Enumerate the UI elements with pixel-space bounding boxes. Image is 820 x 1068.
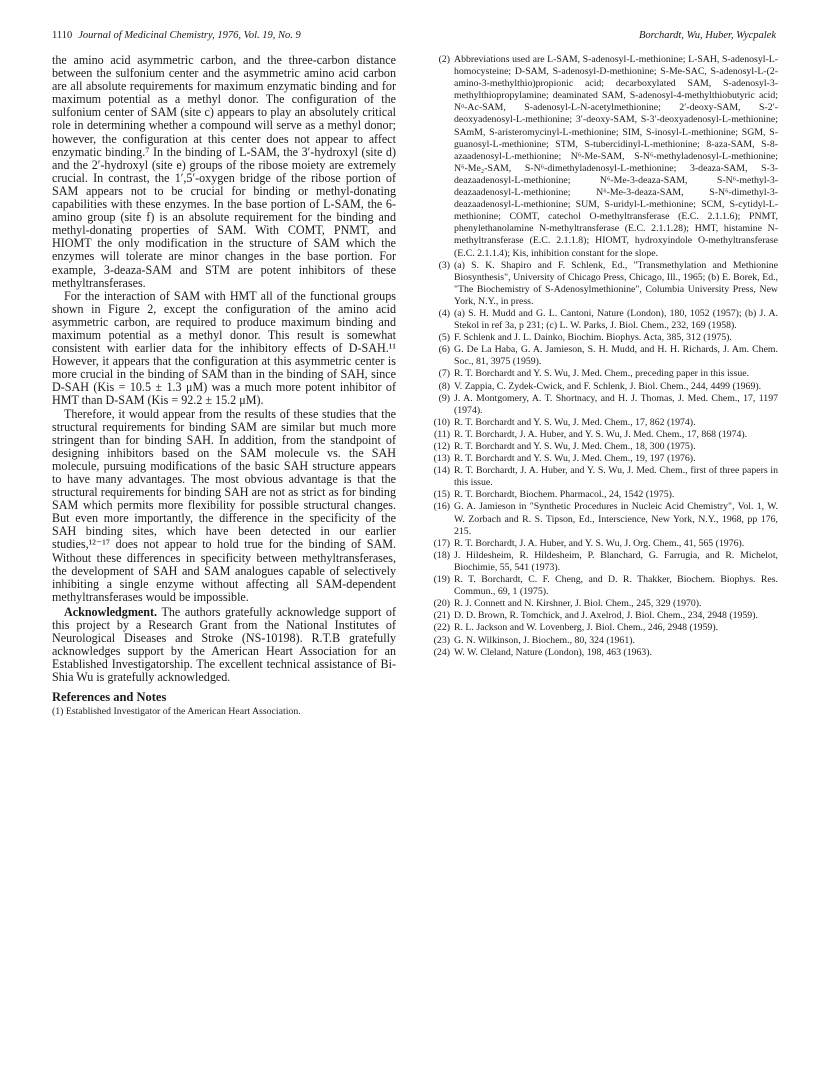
reference-number: (21) [433,610,450,622]
reference-item [424,598,778,610]
body-paragraph: the amino acid asymmetric carbon, and the three-carbon distance between the sulfonium center and the asymmetric amino acid carbon are all absolute requirements for maximum enzymatic binding and for maximum potential as a methyl donor. The configuration of the sulfonium center of SAM (site c) appears to play an absolutely critical role in determining whether a compound will serve as a methyl donor; however, the configuration at this center does not appear to affect enzymatic binding.⁷ In the binding of L-SAM, the 3′-hydroxyl (site d) and the 2′-hydroxyl (site e) groups of the ribose moiety are extremely crucial. In contrast, the 1′,5′-oxygen bridge of the ribose portion of SAM appears not to be crucial for binding or methyl-donating capabilities with these enzymes. In the base portion of L-SAM, the 6-amino group (site f) is an absolute requirement for the binding and methyl-donating properties of SAM. With COMT, PNMT, and HIOMT the only modification in the structure of SAM which the enzymes will tolerate are minor changes in the base portion. For example, 3-deaza-SAM and STM are potent inhibitors of these methyltransferases. [52,53,396,290]
reference-number: (19) [433,574,450,586]
reference-item [424,501,778,537]
body-paragraph: For the interaction of SAM with HMT all of the functional groups shown in Figure 2, except the configuration of the amino acid asymmetric carbon, are required to produce maximum binding and maximum potential as a methyl donor. This result is somewhat consistent with earlier data for the inhibitory effects of D-SAH.¹¹ However, it appears that the configuration at this asymmetric center is more crucial in the binding of SAM than in the binding of SAH, since D-SAH (Kis = 10.5 ± 1.3 μM) was a much more potent inhibitor of HMT than D-SAM (Kis = 92.2 ± 15.2 μM). [52,288,396,408]
reference-number: (7) [438,368,450,380]
reference-text: J. Hildesheim, R. Hildesheim, P. Blanchard, G. Farrugia, and R. Michelot, Biochimie, 55, 541 (1973). [454,549,778,573]
reference-item [424,332,778,344]
reference-item [424,344,778,368]
reference-number: (8) [438,380,450,392]
reference-number: (6) [438,344,450,356]
reference-item [424,622,778,634]
reference-item [424,260,778,308]
reference-number: (12) [433,441,450,452]
reference-text: R. L. Jackson and W. Lovenberg, J. Biol. Chem., 246, 2948 (1959). [454,622,719,634]
reference-text: Abbreviations used are L-SAM, S-adenosyl-L-methionine; L-SAH, S-adenosyl-L-homocysteine; D-SAM, S-adenosyl-D-methionine; S-Me-SAC, S-adenosyl-L-(2-amino-3-methylthio)propionic acid; decarboxylated SAM, S-adenosyl-3-methylthiopropylamine; deaminated SAM, S-adenosyl-4-methylthiobutyric acid; Nᵅ-Ac-SAM, S-adenosyl-L-N-acetylmethionine; 2′-deoxy-SAM, S-2′-deoxyadenosyl-L-methionine; 3′-deoxy-SAM, S-3′-deoxyadenosyl-L-methionine; SAmM, S-aristeromycinyl-L-methionine; SIM, S-inosyl-L-methionine; SGM, S-guanosyl-L-methionine; STM, S-tubercidinyl-L-methionine; 8-aza-SAM, S-8-azaadenosyl-L-methionine; N⁶-Me-SAM, S-N⁶-methyladenosyl-L-methionine; N⁶-Me₂-SAM, S-N⁶-dimethyladenosyl-L-methionine; 3-deaza-SAM, S-3-deazaadenosyl-L-methionine; N⁶-Me-3-deaza-SAM, S-N⁶-methyl-3-deazaadenosyl-L-methionine; N⁶-Me-3-deaza-SAM, S-N⁶-dimethyl-3-deazaadenosyl-L-methionine; SUM, S-uridyl-L-methionine; SCM, S-cytidyl-L-methionine; COMT, catechol O-methyltransferase (E.C. 2.1.1.6); PNMT, phenylethanolamine N-methyltransferase (E.C. 2.1.1.28); HMT, histamine N-methyltransferase (E.C. 2.1.1.8); HIOMT, hydroxyindole O-methyltransferase (E.C. 2.1.1.4); Kis, inhibition constant for the slope. [454,54,778,259]
reference-item [424,550,778,574]
reference-number: (13) [433,453,450,465]
acknowledgment-heading: Acknowledgment. [64,604,158,619]
reference-text: V. Zappia, C. Zydek-Cwick, and F. Schlenk, J. Biol. Chem., 244, 4499 (1969). [454,380,762,392]
reference-number: (23) [433,634,450,646]
journal-citation: Journal of Medicinal Chemistry, 1976, Vol. 19, No. 9 [78,30,301,41]
reference-number: (11) [434,428,450,440]
reference-item [424,417,778,429]
reference-item [424,489,778,501]
reference-text: F. Schlenk and J. L. Dainko, Biochim. Biophys. Acta, 385, 312 (1975). [454,332,732,344]
reference-item [424,429,778,441]
reference-text: R. J. Connett and N. Kirshner, J. Biol. Chem., 245, 329 (1970). [454,598,702,610]
reference-number: (5) [438,332,450,344]
reference-item [424,368,778,380]
reference-text: J. A. Montgomery, A. T. Shortnacy, and H. J. Thomas, J. Med. Chem., 17, 1197 (1974). [454,392,778,416]
reference-text: G. N. Wilkinson, J. Biochem., 80, 324 (1961). [454,634,635,646]
header-left [52,30,301,41]
reference-number: (3) [438,259,450,271]
left-column [52,54,396,718]
acknowledgment-text: The authors gratefully acknowledge support of this project by a Research Grant from the National Institutes of Neurological Diseases and Stroke (NS-10198). R.T.B gratefully acknowledges support by the American Heart Association for an Established Investigatorship. The excellent technical assistance of Bi-Shia Wu is gratefully acknowledged. [52,604,396,685]
reference-item [424,635,778,647]
reference-item: (1) Established Investigator of the American Heart Association. [52,705,301,717]
reference-text: G. De La Haba, G. A. Jamieson, S. H. Mudd, and H. H. Richards, J. Am. Chem. Soc., 81, 3975 (1959). [454,344,778,368]
header-authors: Borchardt, Wu, Huber, Wycpalek [638,30,776,41]
reference-item [424,441,778,453]
reference-text: R. T. Borchardt and Y. S. Wu, J. Med. Chem., 18, 300 (1975). [454,441,696,452]
reference-text: R. T. Borchardt, C. F. Cheng, and D. R. Thakker, Biochem. Biophys. Res. Commun., 69, 1 (1975). [454,574,778,598]
reference-text: (a) S. H. Mudd and G. L. Cantoni, Nature (London), 180, 1052 (1957); (b) J. A. Stekol in ref 3a, p 231; (c) L. W. Parks, J. Biol. Chem., 232, 169 (1958). [454,307,778,332]
reference-text: (a) S. K. Shapiro and F. Schlenk, Ed., "Transmethylation and Methionine Biosynthesis", University of Chicago Press, Chicago, Ill., 1965; (b) E. Borek, Ed., "The Biochemistry of S-Adenosylmethionine", Columbia University Press, New York, N.Y., in press. [454,259,778,307]
reference-number: (15) [433,489,450,501]
body-paragraph: Therefore, it would appear from the results of these studies that the structural requirements for binding SAM are similar but much more stringent than for binding SAH. In addition, from the standpoint of designing inhibitors based on the SAM molecule vs. the SAH molecule, pursuing modifications of the basic SAH structure appears to have many advantages. The most obvious advantage is that the structural requirements for binding SAH are not as strict as for binding SAM which permits more flexibility for possible structural changes. But even more importantly, the difference in the specificity of the SAH binding sites, which have been detected in our earlier studies,¹²⁻¹⁷ does not appear to hold true for the binding of SAM. Without these differences in specificity between methyltransferases, the development of SAH and SAM analogues capable of selectively inhibiting a single enzyme without affecting all SAM-dependent methyltransferases would be impossible. [52,406,396,604]
running-header [52,30,776,46]
reference-number: (17) [433,537,450,549]
acknowledgment-paragraph [52,606,396,685]
reference-item [424,381,778,393]
reference-number: (10) [433,416,450,428]
reference-item [424,393,778,417]
reference-item [424,308,778,332]
reference-text: D. D. Brown, R. Tomchick, and J. Axelrod, J. Biol. Chem., 234, 2948 (1959). [454,610,758,622]
reference-item [424,574,778,598]
reference-item [424,453,778,465]
reference-text: R. T. Borchardt, Biochem. Pharmacol., 24, 1542 (1975). [454,489,675,501]
reference-number: (2) [438,54,450,65]
reference-number: (14) [433,465,450,477]
reference-text: G. A. Jamieson in "Synthetic Procedures in Nucleic Acid Chemistry", Vol. 1, W. W. Zorbach and R. S. Tipson, Ed., Interscience, New York, N.Y., 1968, pp 176, 215. [454,501,778,537]
reference-number: (9) [438,392,450,404]
reference-item [424,647,778,659]
reference-number: (20) [433,598,450,610]
reference-item [424,54,778,260]
references-list [424,54,778,659]
reference-number: (24) [433,646,450,658]
reference-number: (4) [438,307,450,319]
reference-number: (16) [433,501,450,513]
reference-item [424,610,778,622]
reference-text: W. W. Cleland, Nature (London), 198, 463 (1963). [454,646,652,658]
reference-text: R. T. Borchardt, J. A. Huber, and Y. S. Wu, J. Med. Chem., 17, 868 (1974). [454,428,748,440]
reference-text: R. T. Borchardt and Y. S. Wu, J. Med. Chem., 19, 197 (1976). [454,453,696,465]
references-heading: References and Notes [52,689,167,704]
reference-number: (22) [433,622,450,634]
reference-item [424,465,778,489]
page-number: 1110 [52,30,73,41]
reference-item [424,538,778,550]
reference-text: R. T. Borchardt and Y. S. Wu, J. Med. Chem., preceding paper in this issue. [454,368,750,380]
reference-text: R. T. Borchardt, J. A. Huber, and Y. S. Wu, J. Org. Chem., 41, 565 (1976). [454,537,745,549]
reference-number: (18) [433,549,450,561]
reference-text: R. T. Borchardt, J. A. Huber, and Y. S. Wu, J. Med. Chem., first of three papers in this issue. [454,465,778,489]
reference-text: R. T. Borchardt and Y. S. Wu, J. Med. Chem., 17, 862 (1974). [454,416,696,428]
